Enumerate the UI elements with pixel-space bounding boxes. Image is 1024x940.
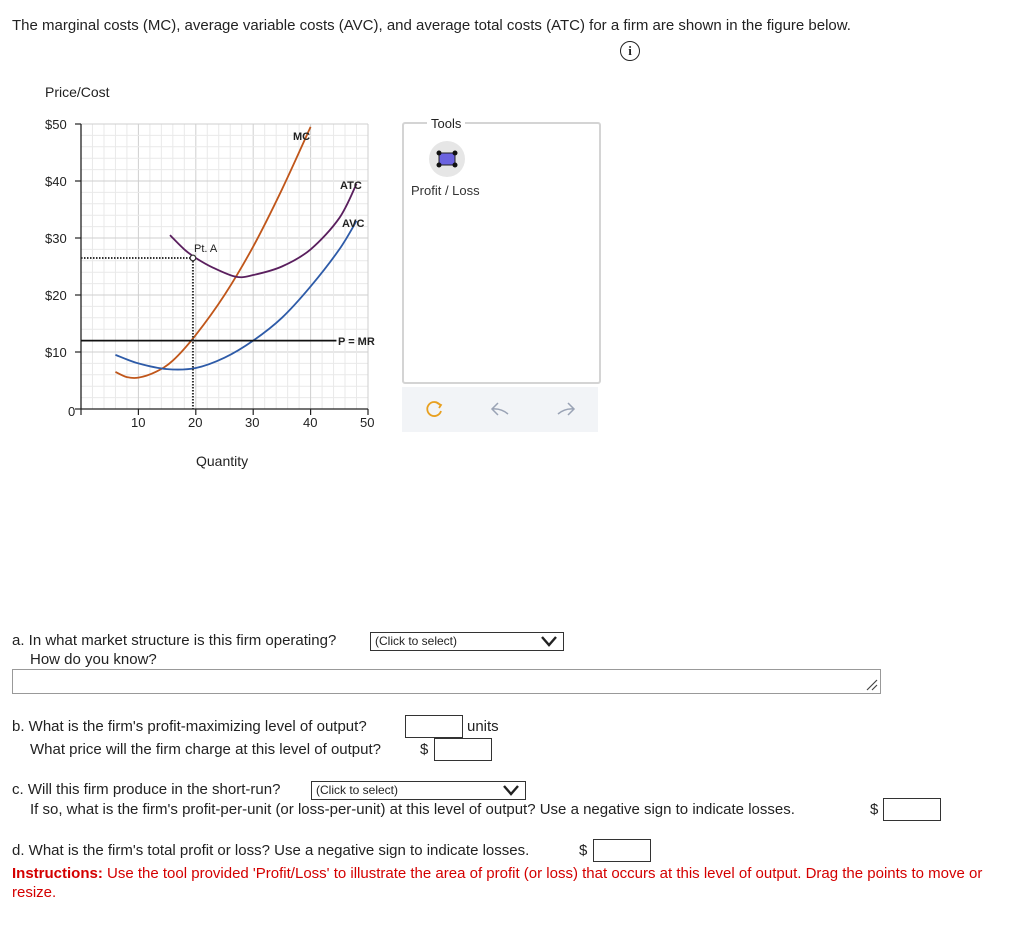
x-tick-10: 10 [131,415,146,430]
atc-label: ATC [340,180,362,192]
y-axis-title: Price/Cost [45,84,110,100]
market-structure-select-value: (Click to select) [375,634,458,648]
instructions-label: Instructions: [12,865,103,882]
part-c-question1: c. Will this firm produce in the short-run? [12,781,281,798]
x-tick-30: 30 [245,415,260,430]
resize-handle-icon[interactable] [864,677,878,691]
question-intro: The marginal costs (MC), average variable costs (AVC), and average total costs (ATC) for a firm are shown in the figure below. [12,17,851,34]
short-run-select[interactable] [311,781,526,800]
undo-icon[interactable] [489,399,511,419]
info-icon[interactable]: i [620,41,640,61]
y-tick-50: $50 [45,117,67,132]
x-tick-50: 50 [360,415,375,430]
chevron-down-icon [497,782,525,799]
profit-loss-tool-label: Profit / Loss [411,183,480,198]
price-currency: $ [420,741,429,758]
chart-grid [81,124,368,409]
output-unit: units [467,718,499,735]
part-b-question1: b. What is the firm's profit-maximizing level of output? [12,718,367,735]
reset-icon[interactable] [424,399,446,419]
avc-label: AVC [342,218,365,230]
pmr-label: P = MR [338,336,375,348]
chevron-down-icon [535,633,563,650]
redo-icon[interactable] [555,399,577,419]
profit-per-unit-currency: $ [870,801,879,818]
mc-label: MC [293,131,311,143]
tools-title: Tools [427,116,465,131]
short-run-select-value: (Click to select) [316,783,399,797]
y-tick-40: $40 [45,174,67,189]
y-tick-10: $10 [45,345,67,360]
part-d-question: d. What is the firm's total profit or loss? Use a negative sign to indicate losses. [12,842,530,859]
x-axis-title: Quantity [196,453,249,469]
y-tick-20: $20 [45,288,67,303]
price-input[interactable] [434,738,492,761]
point-a-marker [190,255,196,261]
market-structure-select[interactable] [370,632,564,651]
x-tick-20: 20 [188,415,203,430]
profit-loss-tool-button[interactable] [429,141,465,177]
part-b-question2: What price will the firm charge at this level of output? [30,741,381,758]
y-tick-30: $30 [45,231,67,246]
part-a-followup: How do you know? [30,651,157,668]
how-do-you-know-textarea[interactable] [12,669,881,694]
profit-loss-rectangle-icon [429,141,465,177]
point-a-label: Pt. A [194,243,218,255]
origin-tick: 0 [68,404,76,419]
x-tick-40: 40 [303,415,318,430]
instructions-text: Use the tool provided 'Profit/Loss' to illustrate the area of profit (or loss) that occurs at this level of output. Drag the points to move or resize. [12,865,983,901]
total-profit-currency: $ [579,842,588,859]
profit-per-unit-input[interactable] [883,798,941,821]
instructions [12,864,1002,902]
total-profit-input[interactable] [593,839,651,862]
part-a-question: a. In what market structure is this firm operating? [12,632,337,649]
output-level-input[interactable] [405,715,463,738]
part-c-question2: If so, what is the firm's profit-per-unit (or loss-per-unit) at this level of output? Use a negative sign to indicate losses. [30,801,795,818]
